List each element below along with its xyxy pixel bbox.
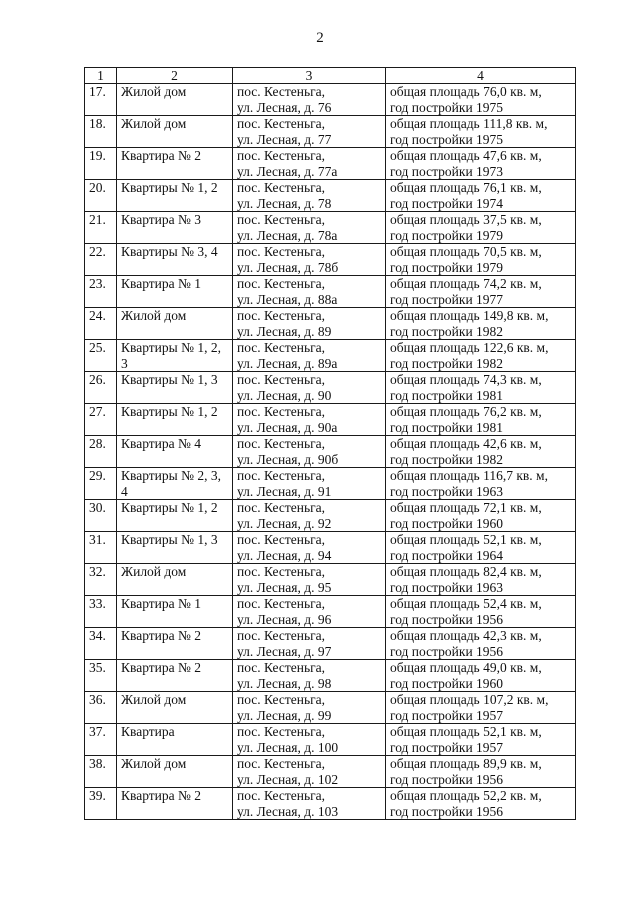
object-address-line: ул. Лесная, д. 98 [237,675,332,691]
object-name [117,500,233,532]
object-details [386,84,576,116]
object-details [386,180,576,212]
row-number: 20. [85,180,117,212]
object-name-line: Квартира № 2 [121,660,202,675]
object-name [117,180,233,212]
object-address [233,148,386,180]
object-details [386,532,576,564]
object-address [233,500,386,532]
table-row [85,84,576,116]
object-details-line: год постройки 1964 [390,547,504,563]
object-details [386,788,576,820]
object-address-line: пос. Кестеньга, [237,148,326,163]
object-address-line: пос. Кестеньга, [237,276,326,291]
row-number: 35. [85,660,117,692]
object-details-line: год постройки 1981 [390,387,504,403]
object-name [117,84,233,116]
object-address-line: пос. Кестеньга, [237,308,326,323]
object-name-line: Квартира № 4 [121,436,202,451]
object-details-line: год постройки 1956 [390,803,504,819]
object-address-line: ул. Лесная, д. 89 [237,323,332,339]
object-name [117,308,233,340]
object-details [386,756,576,788]
object-address-line: ул. Лесная, д. 102 [237,771,339,787]
object-name-line: Жилой дом [121,692,187,707]
table-row [85,372,576,404]
row-number: 27. [85,404,117,436]
object-name-line: Квартиры № 1, 3 [121,372,218,387]
object-details [386,244,576,276]
table-row [85,148,576,180]
header-row [85,68,576,84]
table-body [85,84,576,820]
object-address [233,308,386,340]
object-address [233,436,386,468]
object-details-line: общая площадь 82,4 кв. м, [390,564,542,579]
object-name-line: Жилой дом [121,308,187,323]
object-details [386,596,576,628]
object-details-line: год постройки 1977 [390,291,504,307]
object-details [386,660,576,692]
object-address-line: пос. Кестеньга, [237,244,326,259]
object-name-line: Жилой дом [121,756,187,771]
object-details-line: общая площадь 116,7 кв. м, [390,468,548,483]
object-name-line: Квартира № 2 [121,788,202,803]
column-header-info: 4 [386,68,576,84]
object-details-line: год постройки 1960 [390,515,504,531]
object-details-line: общая площадь 52,1 кв. м, [390,724,542,739]
table-row [85,180,576,212]
object-details-line: год постройки 1979 [390,227,504,243]
object-details-line: год постройки 1981 [390,419,504,435]
object-address-line: пос. Кестеньга, [237,468,326,483]
table-row [85,692,576,724]
row-number: 33. [85,596,117,628]
object-details-line: общая площадь 76,0 кв. м, [390,84,542,99]
object-details-line: общая площадь 122,6 кв. м, [390,340,549,355]
row-number: 31. [85,532,117,564]
object-address-line: пос. Кестеньга, [237,724,326,739]
row-number: 36. [85,692,117,724]
object-details-line: общая площадь 52,2 кв. м, [390,788,542,803]
row-number: 28. [85,436,117,468]
object-address [233,84,386,116]
object-name [117,212,233,244]
object-address-line: пос. Кестеньга, [237,692,326,707]
object-name [117,148,233,180]
column-header-object: 2 [117,68,233,84]
object-address-line: пос. Кестеньга, [237,212,326,227]
object-name-line: Квартира № 2 [121,148,202,163]
row-number: 38. [85,756,117,788]
object-details-line: год постройки 1957 [390,707,504,723]
object-details [386,212,576,244]
table-row [85,788,576,820]
property-registry-table [84,67,576,820]
object-address-line: ул. Лесная, д. 90 [237,387,332,403]
object-details-line: год постройки 1956 [390,643,504,659]
object-details-line: год постройки 1982 [390,323,504,339]
object-address-line: ул. Лесная, д. 76 [237,99,332,115]
object-name-line: Квартиры № 1, 2 [121,404,218,419]
object-details-line: год постройки 1975 [390,131,504,147]
object-address-line: ул. Лесная, д. 94 [237,547,332,563]
object-name-line: 4 [121,483,128,499]
object-details-line: общая площадь 72,1 кв. м, [390,500,542,515]
row-number: 32. [85,564,117,596]
object-details [386,692,576,724]
object-name [117,660,233,692]
object-address-line: ул. Лесная, д. 77 [237,131,332,147]
object-details-line: общая площадь 42,3 кв. м, [390,628,542,643]
object-details [386,148,576,180]
object-details-line: год постройки 1982 [390,451,504,467]
object-details-line: общая площадь 49,0 кв. м, [390,660,542,675]
object-details-line: общая площадь 107,2 кв. м, [390,692,549,707]
object-address-line: ул. Лесная, д. 78 [237,195,332,211]
object-details-line: год постройки 1979 [390,259,504,275]
object-name [117,692,233,724]
object-name [117,116,233,148]
row-number: 26. [85,372,117,404]
object-details [386,276,576,308]
object-address-line: пос. Кестеньга, [237,756,326,771]
object-name-line: Квартиры № 1, 2 [121,500,218,515]
table-row [85,212,576,244]
object-address-line: пос. Кестеньга, [237,404,326,419]
object-details-line: общая площадь 74,3 кв. м, [390,372,542,387]
table-row [85,404,576,436]
object-name-line: Квартира № 2 [121,628,202,643]
object-name [117,244,233,276]
object-address-line: ул. Лесная, д. 90а [237,419,338,435]
object-address-line: ул. Лесная, д. 92 [237,515,332,531]
table-row [85,116,576,148]
object-address [233,180,386,212]
row-number: 21. [85,212,117,244]
object-details [386,500,576,532]
object-details [386,404,576,436]
object-address [233,116,386,148]
object-address-line: ул. Лесная, д. 89а [237,355,338,371]
table-row [85,660,576,692]
row-number: 24. [85,308,117,340]
table-row [85,436,576,468]
object-details [386,372,576,404]
object-name-line: Жилой дом [121,116,187,131]
object-details [386,340,576,372]
object-name-line: Квартира [121,724,175,739]
object-address [233,564,386,596]
object-address-line: пос. Кестеньга, [237,564,326,579]
row-number: 25. [85,340,117,372]
object-name-line: 3 [121,355,128,371]
object-name-line: Жилой дом [121,564,187,579]
object-name-line: Квартиры № 1, 2 [121,180,218,195]
page-number: 2 [316,30,324,46]
object-name [117,436,233,468]
object-address [233,596,386,628]
object-name [117,724,233,756]
row-number: 29. [85,468,117,500]
object-address-line: ул. Лесная, д. 78а [237,227,338,243]
object-details [386,436,576,468]
object-name-line: Квартиры № 3, 4 [121,244,218,259]
object-address-line: пос. Кестеньга, [237,340,326,355]
object-address-line: ул. Лесная, д. 103 [237,803,339,819]
object-details-line: общая площадь 47,6 кв. м, [390,148,542,163]
row-number: 17. [85,84,117,116]
object-address [233,276,386,308]
object-address [233,532,386,564]
object-name-line: Квартира № 1 [121,596,202,611]
object-details-line: общая площадь 89,9 кв. м, [390,756,542,771]
object-name [117,628,233,660]
object-details-line: общая площадь 74,2 кв. м, [390,276,542,291]
object-name [117,596,233,628]
object-details-line: год постройки 1963 [390,579,504,595]
table-row [85,276,576,308]
object-address-line: пос. Кестеньга, [237,500,326,515]
row-number: 34. [85,628,117,660]
object-details-line: общая площадь 70,5 кв. м, [390,244,542,259]
row-number: 30. [85,500,117,532]
object-name [117,532,233,564]
object-name [117,340,233,372]
object-address-line: пос. Кестеньга, [237,180,326,195]
object-address-line: пос. Кестеньга, [237,116,326,131]
object-name [117,372,233,404]
object-address [233,468,386,500]
object-details-line: общая площадь 37,5 кв. м, [390,212,542,227]
object-name [117,468,233,500]
object-name-line: Квартиры № 2, 3, [121,468,221,483]
object-details-line: общая площадь 76,1 кв. м, [390,180,542,195]
table-row [85,340,576,372]
object-address-line: ул. Лесная, д. 97 [237,643,332,659]
object-details-line: общая площадь 111,8 кв. м, [390,116,548,131]
table-row [85,468,576,500]
object-name [117,756,233,788]
object-address-line: пос. Кестеньга, [237,788,326,803]
object-details-line: год постройки 1963 [390,483,504,499]
table-row [85,244,576,276]
object-address [233,212,386,244]
object-address-line: ул. Лесная, д. 77а [237,163,338,179]
object-details [386,116,576,148]
object-address-line: ул. Лесная, д. 88а [237,291,338,307]
table-row [85,628,576,660]
object-address-line: пос. Кестеньга, [237,628,326,643]
object-address [233,340,386,372]
row-number: 23. [85,276,117,308]
table-row [85,756,576,788]
object-name [117,276,233,308]
object-address [233,756,386,788]
object-details-line: год постройки 1982 [390,355,504,371]
object-details [386,724,576,756]
object-name [117,788,233,820]
object-address-line: пос. Кестеньга, [237,372,326,387]
object-details-line: год постройки 1974 [390,195,504,211]
object-name-line: Квартира № 3 [121,212,202,227]
object-name [117,564,233,596]
object-address-line: пос. Кестеньга, [237,84,326,99]
row-number: 22. [85,244,117,276]
column-header-number: 1 [85,68,117,84]
table-row [85,500,576,532]
object-name-line: Квартиры № 1, 2, [121,340,221,355]
object-details-line: год постройки 1973 [390,163,504,179]
object-address-line: ул. Лесная, д. 91 [237,483,332,499]
object-address-line: ул. Лесная, д. 95 [237,579,332,595]
object-details-line: год постройки 1960 [390,675,504,691]
table-row [85,564,576,596]
object-address [233,628,386,660]
object-details-line: год постройки 1975 [390,99,504,115]
object-address-line: ул. Лесная, д. 78б [237,259,339,275]
object-address [233,724,386,756]
object-details [386,308,576,340]
object-address-line: ул. Лесная, д. 100 [237,739,339,755]
object-address-line: ул. Лесная, д. 96 [237,611,332,627]
object-name-line: Квартира № 1 [121,276,202,291]
object-address-line: пос. Кестеньга, [237,532,326,547]
table-row [85,532,576,564]
object-details-line: общая площадь 42,6 кв. м, [390,436,542,451]
object-details [386,468,576,500]
object-details-line: общая площадь 76,2 кв. м, [390,404,542,419]
row-number: 19. [85,148,117,180]
object-address-line: пос. Кестеньга, [237,660,326,675]
object-address-line: пос. Кестеньга, [237,596,326,611]
object-details-line: год постройки 1957 [390,739,504,755]
object-address [233,244,386,276]
table-row [85,724,576,756]
row-number: 37. [85,724,117,756]
object-details [386,564,576,596]
object-details-line: общая площадь 52,1 кв. м, [390,532,542,547]
table-row [85,596,576,628]
table-header [85,68,576,84]
object-address-line: ул. Лесная, д. 90б [237,451,339,467]
object-name-line: Жилой дом [121,84,187,99]
object-details-line: общая площадь 52,4 кв. м, [390,596,542,611]
object-address-line: ул. Лесная, д. 99 [237,707,332,723]
object-address [233,372,386,404]
object-name [117,404,233,436]
object-address [233,660,386,692]
object-address-line: пос. Кестеньга, [237,436,326,451]
object-address [233,788,386,820]
object-details-line: год постройки 1956 [390,611,504,627]
row-number: 39. [85,788,117,820]
object-details [386,628,576,660]
column-header-address: 3 [233,68,386,84]
object-details-line: общая площадь 149,8 кв. м, [390,308,549,323]
object-name-line: Квартиры № 1, 3 [121,532,218,547]
object-details-line: год постройки 1956 [390,771,504,787]
object-address [233,404,386,436]
table-row [85,308,576,340]
row-number: 18. [85,116,117,148]
object-address [233,692,386,724]
